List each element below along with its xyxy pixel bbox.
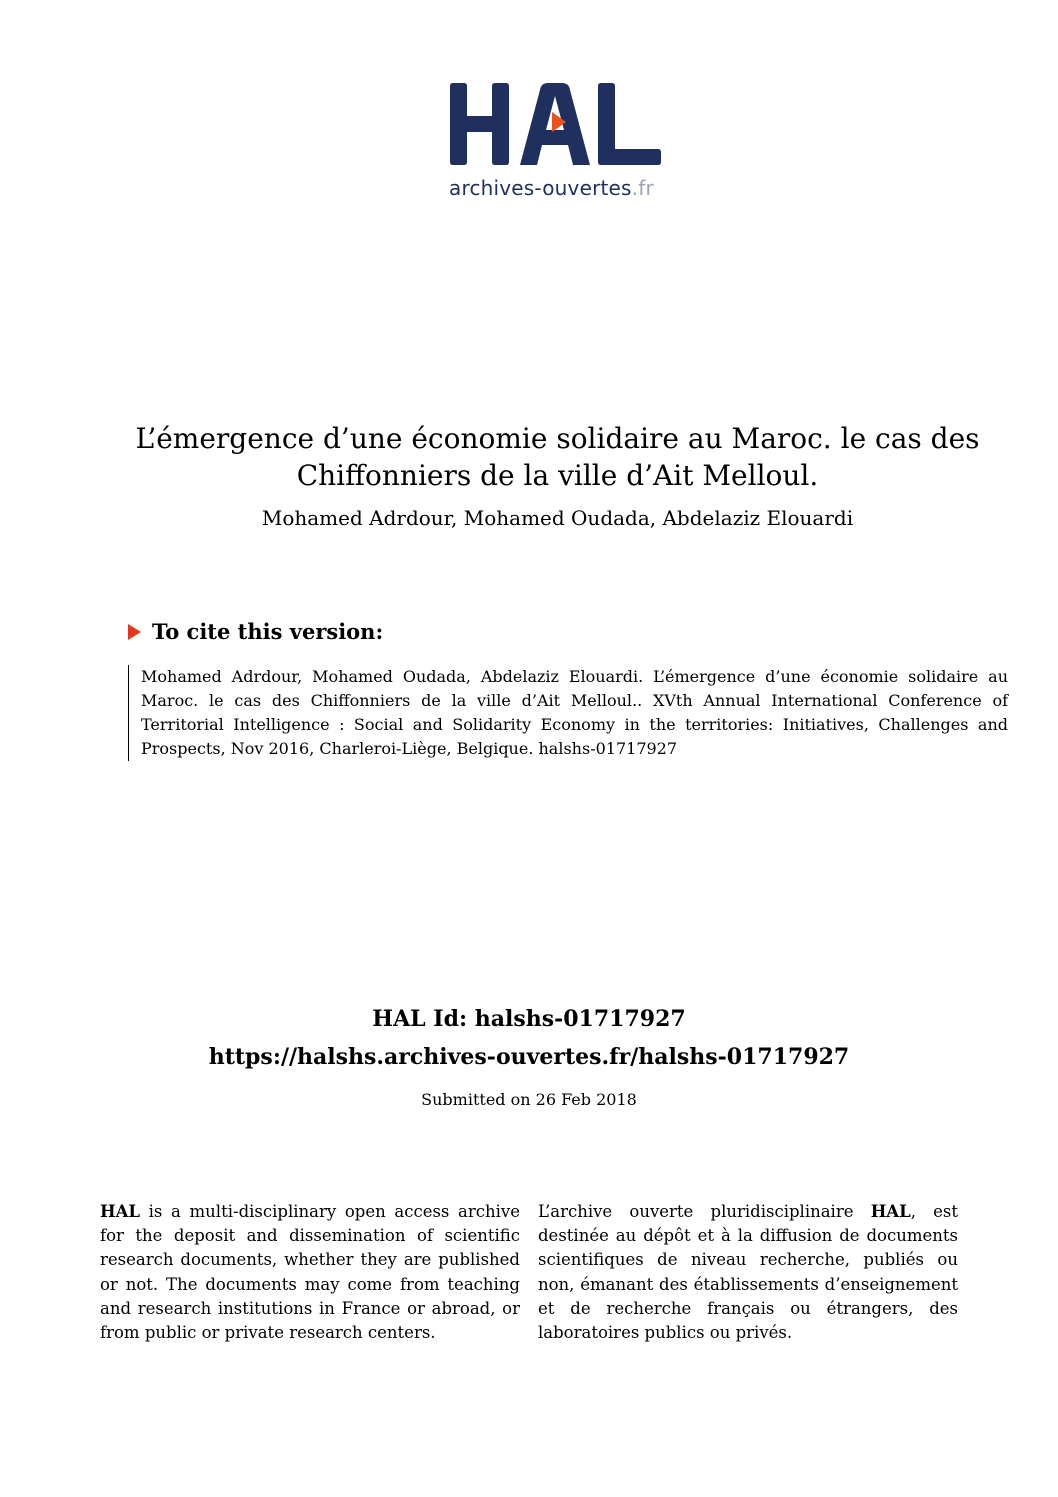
logo-tagline-main: archives-ouvertes <box>449 176 632 200</box>
paper-authors: Mohamed Adrdour, Mohamed Oudada, Abdelaziz Elouardi <box>261 506 854 530</box>
hal-id: HAL Id: halshs-01717927 <box>372 1006 686 1032</box>
description-english <box>100 1200 520 1345</box>
logo-tagline-tld: .fr <box>631 176 654 200</box>
cite-heading <box>128 619 383 644</box>
description-french-text: , est destinée au dépôt et à la diffusion de documents scientifiques de niveau recherche, publiés ou non, émanant des établissements d’enseignement et de recherche français ou étrangers, des laboratoires publics ou privés. <box>538 1202 958 1343</box>
description-french-lead: L’archive ouverte pluridisciplinaire <box>538 1202 871 1221</box>
logo-tagline <box>449 176 654 200</box>
hal-logo-mark <box>440 80 670 172</box>
paper-title: L’émergence d’une économie solidaire au Maroc. le cas des Chiffonniers de la ville d’Ait Melloul. <box>135 422 980 492</box>
description-french <box>538 1200 958 1345</box>
submission-date: Submitted on 26 Feb 2018 <box>421 1090 637 1109</box>
hal-url-link[interactable]: https://halshs.archives-ouvertes.fr/halshs-01717927 <box>208 1044 850 1070</box>
cite-heading-label: To cite this version: <box>152 619 384 644</box>
description-english-lead: HAL <box>100 1202 140 1221</box>
citation-text: Mohamed Adrdour, Mohamed Oudada, Abdelaziz Elouardi. L’émergence d’une économie solidaire au Maroc. le cas des Chiffonniers de la ville d’Ait Melloul.. XVth Annual International Conference of Territorial Intelligence : Social and Solidarity Economy in the territories: Initiatives, Challenges and Prospects, Nov 2016, Charleroi-Liège, Belgique. halshs-01717927 <box>128 665 1008 761</box>
description-english-text: is a multi-disciplinary open access archive for the deposit and dissemination of scientific research documents, whether they are published or not. The documents may come from teaching and research institutions in France or abroad, or from public or private research centers. <box>100 1202 520 1343</box>
description-french-bold: HAL <box>870 1202 911 1221</box>
triangle-bullet-icon <box>128 624 141 640</box>
